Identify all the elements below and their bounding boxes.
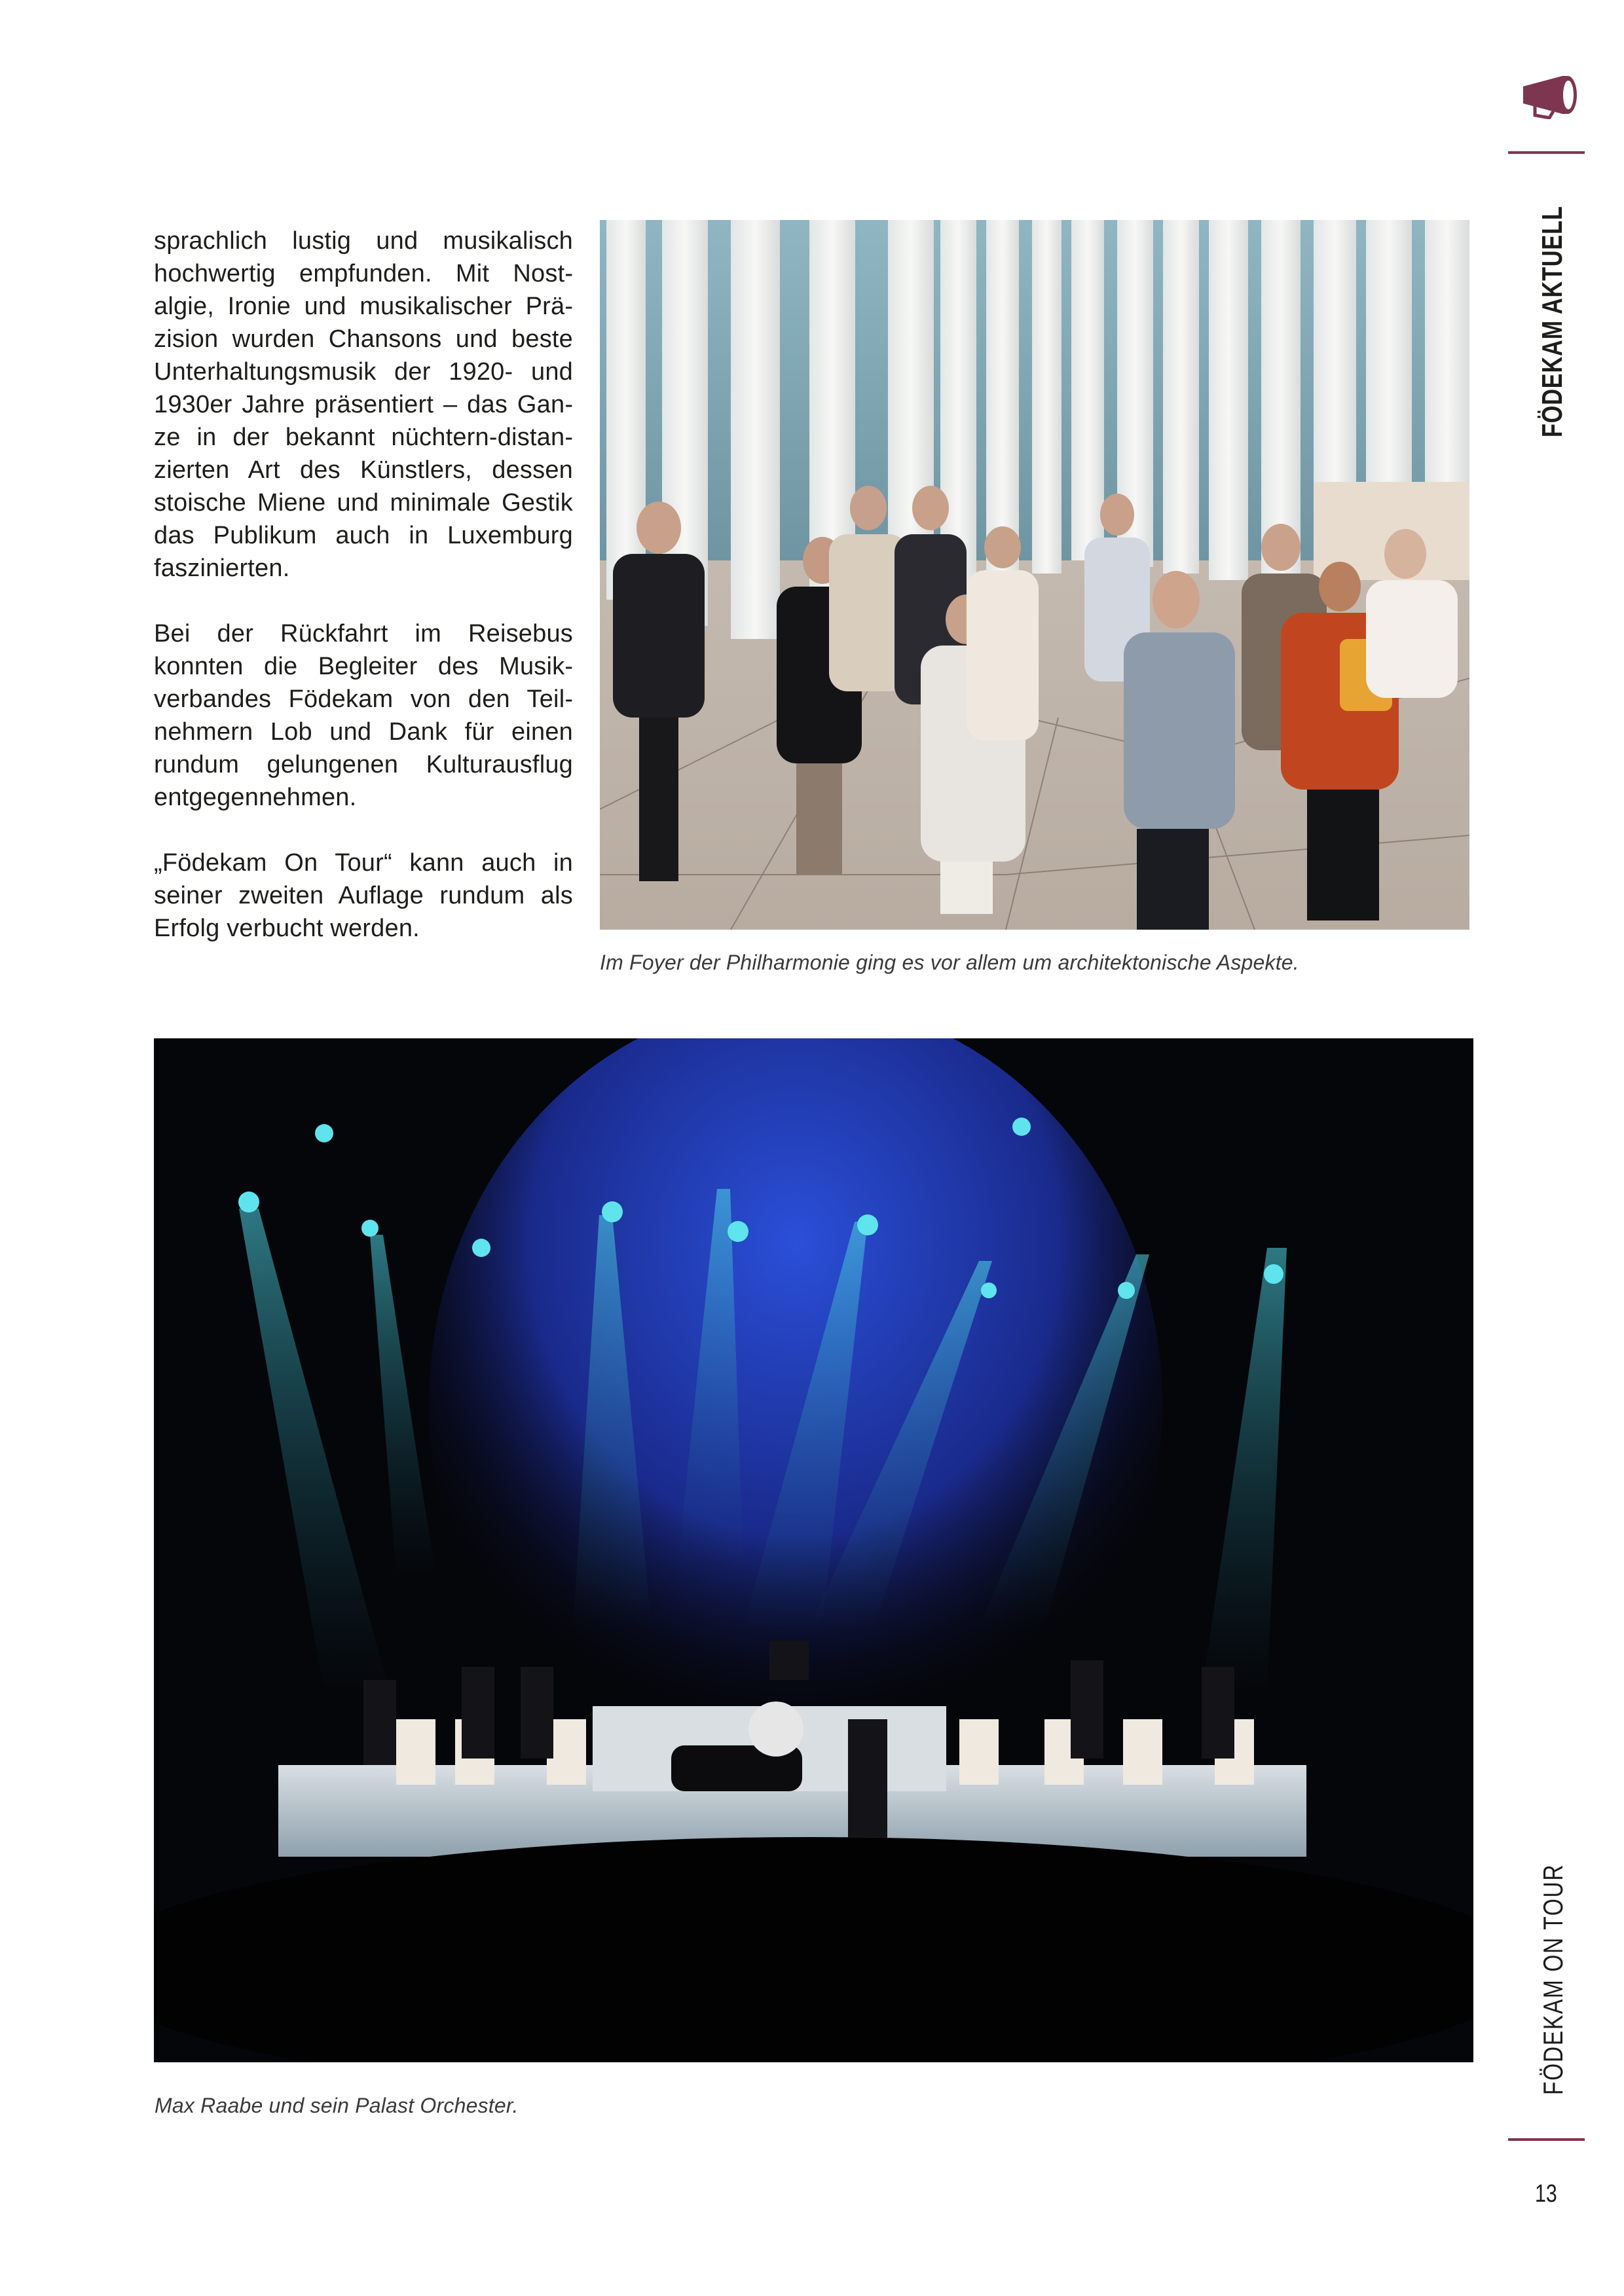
article-paragraph: sprachlich lustig und musikalisch hochwertig empfunden. Mit Nostalgie, Ironie und musikalischer Präzision wurden Chansons und beste Unterhaltungsmusik der 1920- und 1930er Jahre präsentiert – das Ganze in der bekannt nüchtern-distanzierten Art des Künstlers, dessen stoische Miene und minimale Gestik das Publikum auch in Luxemburg faszinierten. <box>154 227 573 582</box>
concert-photo <box>154 1038 1473 2062</box>
megaphone-icon <box>1521 73 1579 119</box>
page-number: 13 <box>1535 2180 1557 2208</box>
foyer-photo <box>600 220 1469 930</box>
section-label: FÖDEKAM AKTUELL <box>1536 206 1568 437</box>
topic-label: FÖDEKAM ON TOUR <box>1538 1863 1568 2095</box>
foyer-photo-caption: Im Foyer der Philharmonie ging es vor allem um architektonische Aspekte. <box>600 951 1299 974</box>
article-paragraph: „Födekam On Tour“ kann auch in seiner zweiten Auflage rundum als Erfolg verbucht werden. <box>154 849 573 942</box>
concert-photo-caption: Max Raabe und sein Palast Orchester. <box>155 2094 519 2117</box>
sidebar-bottom-rule <box>1508 2138 1585 2141</box>
article-text <box>154 225 573 945</box>
article-paragraph: Bei der Rückfahrt im Reisebus konnten die Begleiter des Musikverbandes Födekam von den Teilnehmern Lob und Dank für einen rundum gelungenen Kulturausflug entgegennehmen. <box>154 620 573 811</box>
sidebar-top-rule <box>1508 151 1585 154</box>
